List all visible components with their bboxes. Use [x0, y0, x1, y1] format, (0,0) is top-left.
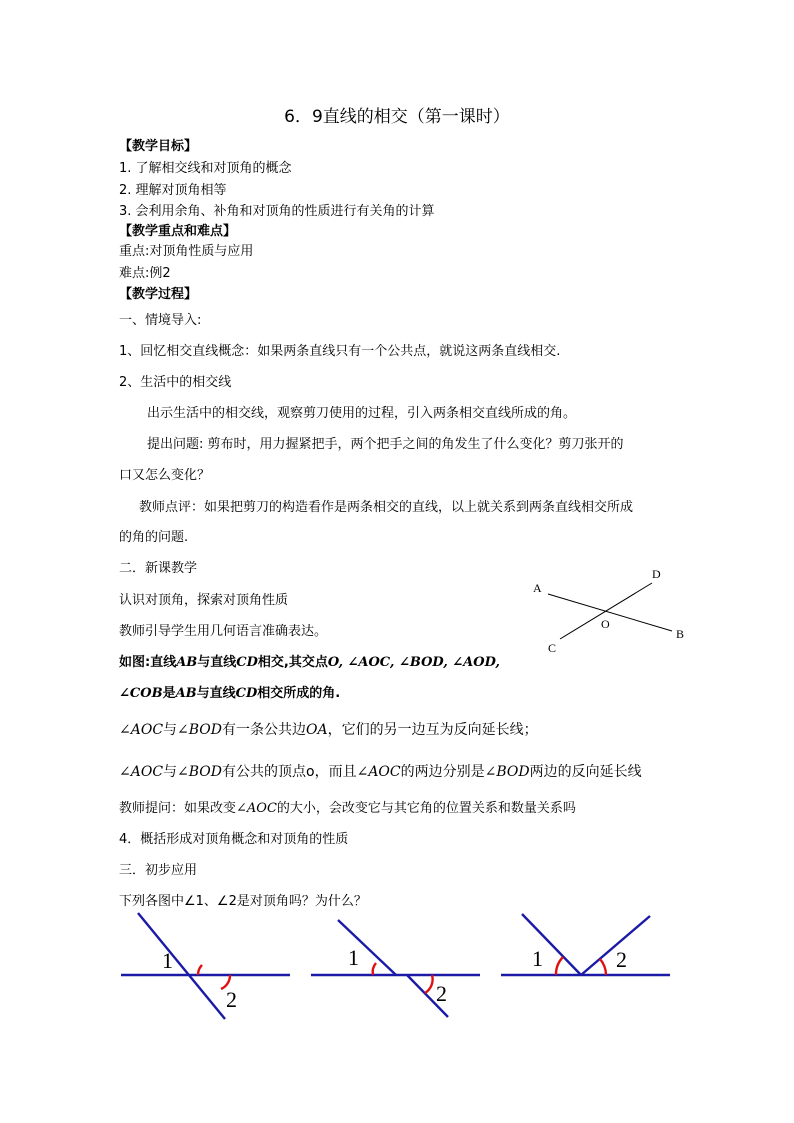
text-fragment: ，它们的另一边互为反向延长线；	[327, 722, 538, 738]
text-fragment: 与	[163, 722, 178, 738]
process-heading: 【教学过程】	[119, 287, 198, 302]
slanted-line-upper	[338, 920, 396, 975]
text-fragment: 是	[162, 686, 176, 701]
line-ab-label: AB	[175, 686, 197, 701]
angle-arc	[373, 963, 376, 975]
section2-paragraph-7	[119, 800, 576, 818]
objective-item-2: 2. 理解对顶角相等	[119, 183, 227, 198]
angle-2-label: 2	[436, 981, 447, 1006]
text-fragment: 相交所成的角.	[257, 686, 341, 701]
key-points-heading: 【教学重点和难点】	[119, 224, 237, 239]
text-fragment: 与直线	[196, 686, 236, 701]
text-fragment: 的两边分别是	[400, 764, 485, 780]
angle-aoc: ∠AOC	[236, 801, 277, 816]
text-fragment: 的大小，会改变它与其它角的位置关系和数量关系吗	[276, 801, 576, 816]
text-fragment: 如图:直线	[119, 655, 177, 670]
section1-paragraph-3: 出示生活中的相交线，观察剪刀使用的过程，引入两条相交直线所成的角。	[147, 406, 577, 421]
section1-paragraph-1: 1、回忆相交直线概念：如果两条直线只有一个公共点，就说这两条直线相交.	[119, 344, 561, 359]
section3-heading: 三．初步应用	[119, 863, 198, 878]
key-point: 重点:对顶角性质与应用	[119, 244, 254, 259]
line-ab-label: AB	[176, 655, 198, 670]
angle-arc	[600, 959, 606, 975]
text-fragment: 教师提问：如果改变	[119, 801, 237, 816]
line-cd-label: CD	[236, 655, 258, 670]
intersecting-lines-figure	[520, 560, 700, 660]
angle-aoc: ∠AOC	[356, 764, 401, 780]
section1-paragraph-4b: 口又怎么变化？	[119, 468, 211, 483]
angle-figure-2	[308, 905, 488, 1025]
section2-paragraph-5	[119, 721, 538, 739]
angle-figure-1	[118, 905, 298, 1025]
section2-paragraph-3	[119, 654, 500, 672]
ray-oa: OA	[306, 722, 328, 738]
section2-paragraph-8: 4．概括形成对顶角概念和对顶角的性质	[119, 832, 349, 847]
label-c: C	[548, 641, 557, 655]
angle-aoc: ∠AOC	[119, 764, 164, 780]
angle-figure-3	[498, 905, 678, 1025]
objective-item-1: 1. 了解相交线和对顶角的概念	[119, 161, 292, 176]
section1-heading: 一、情境导入:	[119, 313, 202, 328]
angle-2-label: 2	[616, 947, 627, 972]
label-o: O	[601, 617, 610, 631]
angle-2-label: 2	[226, 987, 237, 1012]
label-a: A	[533, 581, 542, 595]
left-ray	[522, 914, 581, 975]
angle-bod: ∠BOD	[177, 722, 223, 738]
angle-bod: ∠BOD	[484, 764, 530, 780]
section3-paragraph-1: 下列各图中∠1、∠2是对顶角吗？为什么？	[119, 894, 367, 909]
section1-paragraph-5a: 教师点评：如果把剪刀的构造看作是两条相交的直线，以上就关系到两条直线相交所成	[139, 500, 634, 515]
angle-arc	[198, 965, 202, 975]
section2-paragraph-1: 认识对顶角，探索对顶角性质	[119, 593, 289, 608]
section2-heading: 二．新课教学	[119, 561, 198, 576]
label-d: D	[652, 567, 661, 581]
text-fragment: 有一条公共边	[222, 722, 307, 738]
angle-bod: ∠BOD	[177, 764, 223, 780]
text-fragment: 有公共的顶点o，而且	[222, 764, 357, 780]
angles-list: O, ∠AOC, ∠BOD, ∠AOD,	[327, 655, 500, 670]
line-ab	[548, 594, 672, 631]
angle-arc	[425, 975, 433, 993]
section2-paragraph-2: 教师引导学生用几何语言准确表达。	[119, 624, 328, 639]
angle-aoc: ∠AOC	[119, 722, 164, 738]
page-title: 6．9直线的相交（第一课时）	[284, 107, 510, 127]
section1-paragraph-5b: 的角的问题.	[119, 530, 189, 545]
objective-item-3: 3. 会利用余角、补角和对顶角的性质进行有关角的计算	[119, 204, 435, 219]
angle-cob: ∠COB	[119, 686, 163, 701]
section1-paragraph-4a: 提出问题: 剪布时，用力握紧把手，两个把手之间的角发生了什么变化？剪刀张开的	[147, 437, 624, 452]
difficult-point: 难点:例2	[119, 266, 171, 281]
section2-paragraph-6	[119, 763, 642, 781]
text-fragment: 两边的反向延长线	[529, 764, 642, 780]
text-fragment: 相交,其交点	[257, 655, 328, 670]
angle-1-label: 1	[532, 946, 543, 971]
angle-1-label: 1	[162, 948, 173, 973]
angle-1-label: 1	[348, 945, 359, 970]
section1-paragraph-2: 2、生活中的相交线	[119, 375, 232, 390]
line-cd-label: CD	[235, 686, 258, 701]
label-b: B	[676, 627, 685, 641]
objectives-heading: 【教学目标】	[119, 139, 198, 154]
angle-arc	[556, 957, 563, 975]
text-fragment: 与直线	[197, 655, 237, 670]
slanted-line	[138, 913, 225, 1019]
section2-paragraph-4	[119, 685, 340, 703]
text-fragment: 与	[163, 764, 178, 780]
